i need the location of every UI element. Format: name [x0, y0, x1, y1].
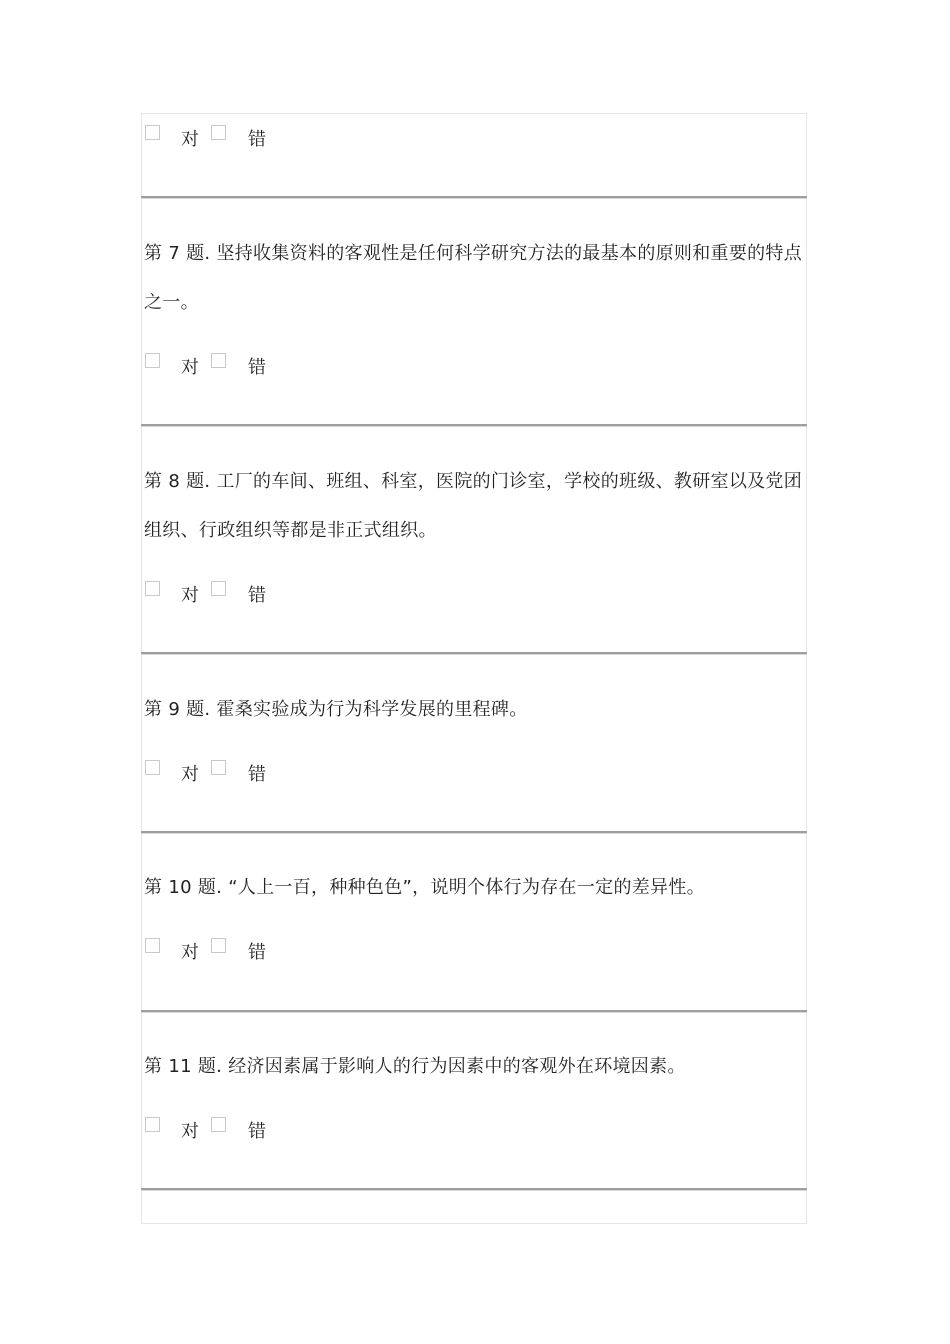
true-label: 对 — [181, 764, 199, 785]
question-10-options — [145, 938, 345, 968]
question-divider — [141, 424, 807, 427]
true-checkbox[interactable] — [145, 938, 160, 953]
question-divider — [141, 652, 807, 655]
true-label: 对 — [181, 357, 199, 378]
false-checkbox[interactable] — [211, 938, 226, 953]
false-label: 错 — [248, 585, 266, 606]
question-8-options — [145, 581, 345, 611]
question-divider — [141, 196, 807, 199]
false-checkbox[interactable] — [211, 760, 226, 775]
question-divider — [141, 1188, 807, 1191]
true-checkbox[interactable] — [145, 581, 160, 596]
false-label: 错 — [248, 129, 266, 150]
true-checkbox[interactable] — [145, 125, 160, 140]
question-7-options — [145, 353, 345, 383]
false-checkbox[interactable] — [211, 581, 226, 596]
true-label: 对 — [181, 1121, 199, 1142]
true-checkbox[interactable] — [145, 760, 160, 775]
false-checkbox[interactable] — [211, 1117, 226, 1132]
false-label: 错 — [248, 357, 266, 378]
question-6-options — [145, 125, 345, 155]
question-10-text: 第 10 题. “人上一百，种种色色”，说明个体行为存在一定的差异性。 — [144, 877, 705, 898]
false-label: 错 — [248, 942, 266, 963]
question-7-text: 第 7 题. 坚持收集资料的客观性是任何科学研究方法的最基本的原则和重要的特点之一。 — [144, 243, 803, 313]
question-9-text: 第 9 题. 霍桑实验成为行为科学发展的里程碑。 — [144, 699, 528, 720]
question-divider — [141, 1010, 807, 1013]
true-label: 对 — [181, 129, 199, 150]
false-checkbox[interactable] — [211, 125, 226, 140]
true-checkbox[interactable] — [145, 1117, 160, 1132]
question-divider — [141, 831, 807, 834]
question-9-options — [145, 760, 345, 790]
true-label: 对 — [181, 585, 199, 606]
false-label: 错 — [248, 1121, 266, 1142]
question-11-text: 第 11 题. 经济因素属于影响人的行为因素中的客观外在环境因素。 — [144, 1056, 686, 1077]
question-8-text: 第 8 题. 工厂的车间、班组、科室，医院的门诊室，学校的班级、教研室以及党团组织、行政组织等都是非正式组织。 — [144, 471, 803, 541]
question-11-options — [145, 1117, 345, 1147]
true-checkbox[interactable] — [145, 353, 160, 368]
true-label: 对 — [181, 942, 199, 963]
false-label: 错 — [248, 764, 266, 785]
false-checkbox[interactable] — [211, 353, 226, 368]
